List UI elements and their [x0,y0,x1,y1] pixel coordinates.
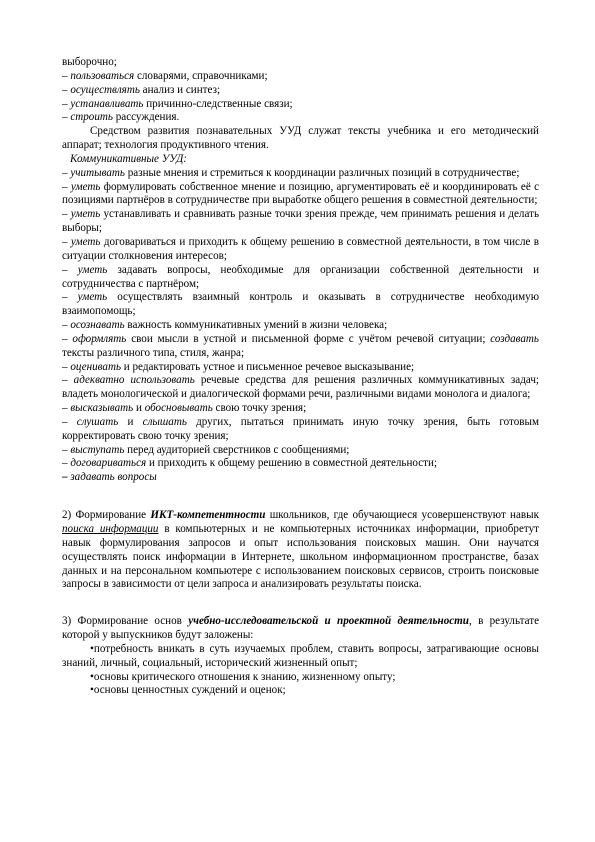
item-text: и приходить к общему решению в совместной деятельности; [146,457,438,470]
emphasis: строить [70,111,113,124]
bullet-item: •потребность вникать в суть изучаемых проблем, ставить вопросы, затрагивающие основы знаний, личный, социальный, исторический жизненный опыт; [62,642,539,669]
list-item [62,111,539,125]
emphasis: оценивать [70,360,122,373]
dash: – [62,69,71,82]
emphasis: адекватно использовать [73,374,195,387]
bullet-item: •основы критического отношения к знанию, жизненному опыту; [90,670,396,683]
list-item [62,457,539,471]
list-item [62,333,539,361]
dash: – [62,402,71,415]
dash: – [62,83,71,96]
emphasis: слышать [142,415,187,428]
emphasis: устанавливать [70,97,144,110]
item-text: осуществлять взаимный контроль и оказывать в сотрудничестве необходимую взаимопомощь; [62,291,539,318]
item-text: тексты различного типа, стиля, жанра; [62,346,245,359]
heading-text: Коммуникативные УУД: [70,152,187,165]
item-text: важность коммуникативных умений в жизни человека; [124,319,388,332]
emphasis: договариваться [70,457,147,470]
paragraph-text: в компьютерных и не компьютерных источниках информации, приобретут навык формулирования запросов и опыт использования поисковых машин. Они научатся осуществлять поиск информации в Интернете, школьном информационном пространстве, базах данных и на персональном компьютере с использованием поисковых сервисов, строить поисковые запросы в зависимости от цели запроса и анализировать результаты поиска. [62,523,540,591]
list-item [62,208,539,236]
section-2-paragraph [62,509,539,592]
emphasis: осуществлять [70,83,140,96]
dash: – [62,166,71,179]
list-item [62,181,539,209]
underlined-term: поиска информации [62,523,159,535]
list-item [62,84,539,98]
item-text: формулировать собственное мнение и позицию, аргументировать её и координировать её с позициями партнёров в сотрудничестве при выработке общего решения в совместной деятельности; [62,180,539,207]
emphasis: оформлять [72,332,127,345]
dash: – [62,235,71,248]
emphasis: выступать [70,443,125,456]
emphasis: осознавать [70,319,125,332]
spacer [62,592,539,615]
item-text: разные мнения и стремиться к координации различных позиций в сотрудничестве; [124,166,520,179]
emphasis: уметь [77,291,108,304]
emphasis: создавать [490,332,539,345]
dash: – [62,180,71,193]
list-item [62,374,539,402]
emphasis: уметь [77,263,108,276]
emphasis: уметь [70,180,101,193]
list-item [62,236,539,264]
dash: – [62,291,78,304]
emphasis: учитывать [70,166,125,179]
dash: – [62,263,78,276]
paragraph-text: школьников, где обучающиеся усовершенствуют навык [265,509,540,522]
text-line [62,56,539,70]
item-text: рассуждения. [112,111,180,124]
dash: – [62,332,73,345]
item-text: свою точку зрения; [212,402,307,415]
emphasis: высказывать [70,402,134,415]
key-term: ИКТ-компетентности [150,509,266,522]
list-item [62,70,539,84]
dash: – [62,97,71,110]
item-text: перед аудиторией сверстников с сообщениями; [124,443,350,456]
item-text: и [118,415,143,428]
paragraph-text: , в результате которой у выпускников будут заложены: [62,615,539,642]
key-term: учебно-исследовательской и проектной деятельности [188,615,469,628]
means-paragraph: Средством развития познавательных УУД служат тексты учебника и его методический аппарат; технология продуктивного чтения. [62,125,539,152]
list-item [62,167,539,181]
item-text: речевые средства для решения различных коммуникативных задач; владеть монологической и диалогической формами речи, различными видами монолога и диалога; [62,374,540,401]
spacer [62,485,539,509]
dash: – [62,443,71,456]
item-text: словарями, справочниками; [134,69,268,82]
emphasis: обосновывать [144,402,213,415]
document-body [62,56,539,698]
emphasis: задавать вопросы [70,471,157,484]
list-item [62,416,539,444]
dash: – [62,471,71,484]
list-item [62,264,539,292]
emphasis: уметь [70,208,101,221]
item-text: и [133,402,145,415]
emphasis: уметь [70,235,101,248]
dash: – [62,360,71,373]
item-text: анализ и синтез; [139,83,221,96]
emphasis: пользоваться [70,69,135,82]
bullet-item: •основы ценностных суждений и оценок; [90,684,286,697]
list-item [62,361,539,375]
dash: – [62,415,77,428]
dash: – [62,457,71,470]
item-text: других, пытаться принимать иную точку зрения, быть готовым корректировать свою точку зрения; [62,415,539,442]
list-item [62,98,539,112]
list-item [62,291,539,319]
dash: – [62,319,71,332]
dash: – [62,208,71,221]
list-item [62,471,539,485]
item-text: устанавливать и сравнивать разные точки зрения прежде, чем принимать решения и делать выборы; [62,208,540,235]
item-text: задавать вопросы, необходимые для организации собственной деятельности и сотрудничества с партнёром; [62,263,540,290]
item-text: свои мысли в устной и письменной форме с учётом речевой ситуации; [126,332,491,345]
line-text: выборочно; [62,56,117,68]
section-heading [62,153,539,167]
item-text: и редактировать устное и письменное речевое высказывание; [121,360,415,373]
item-text: причинно-следственные связи; [143,97,293,110]
item-text: договариваться и приходить к общему решению в совместной деятельности, в том числе в ситуации столкновения интересов; [62,235,539,262]
dash: – [62,111,71,124]
emphasis: слушать [76,415,119,428]
section-3-paragraph [62,615,539,643]
list-item [62,319,539,333]
list-item [62,402,539,416]
lead-text: 2) Формирование [62,509,151,522]
lead-text: 3) Формирование основ [62,615,189,628]
dash: – [62,374,74,387]
list-item [62,444,539,458]
